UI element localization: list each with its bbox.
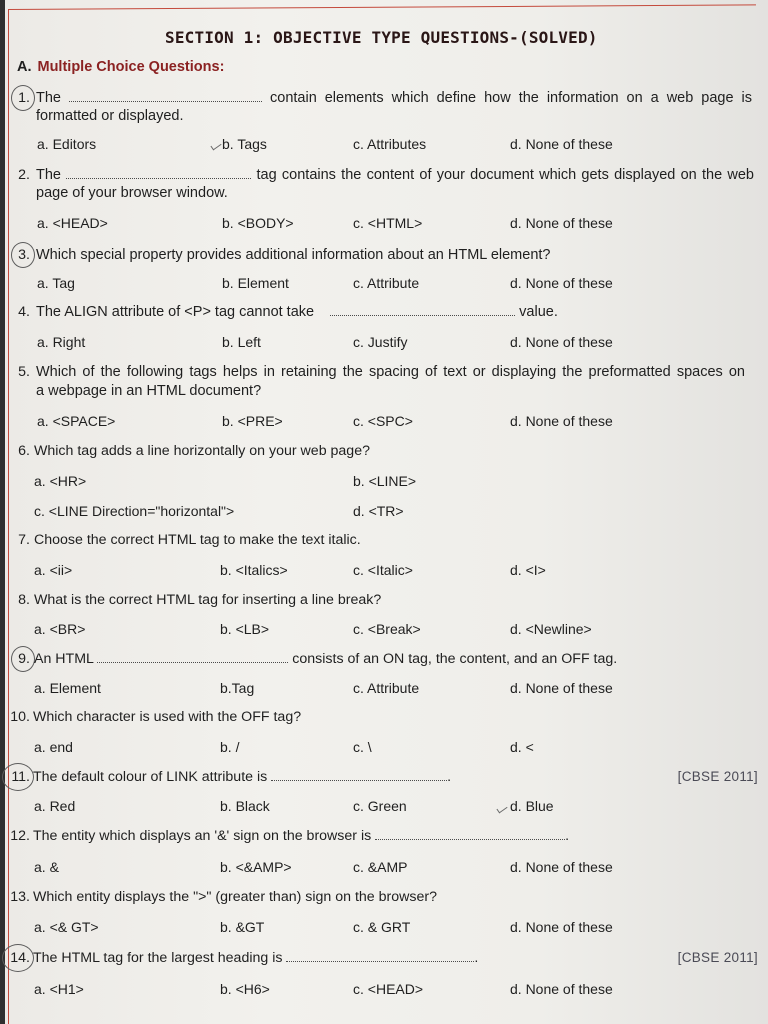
option-b: b. Left <box>222 334 261 350</box>
question-number: 1. <box>2 88 30 108</box>
option-d: d. < <box>510 739 534 755</box>
option-d: d. None of these <box>510 334 613 350</box>
option-a: a. <& GT> <box>34 919 99 935</box>
page-binding-edge <box>0 0 5 1024</box>
subsection-title: Multiple Choice Questions: <box>37 59 225 75</box>
option-d: d. None of these <box>510 919 613 935</box>
option-b: b. <LINE> <box>353 473 417 489</box>
question-text-before: The default colour of LINK attribute is <box>33 769 268 785</box>
option-a: a. <BR> <box>34 621 86 637</box>
question-text-continued: a webpage in an HTML document? <box>36 383 262 399</box>
page-border-top <box>8 4 756 10</box>
question-text <box>36 88 752 108</box>
option-d: d. None of these <box>510 136 613 152</box>
question-text: What is the correct HTML tag for inserting a line break? <box>34 592 382 608</box>
question-text-continued: page of your browser window. <box>36 185 228 201</box>
option-c: c. Green <box>353 798 407 814</box>
question-text-before: The entity which displays an '&' sign on the browser is <box>33 828 372 844</box>
option-b: b. <LB> <box>220 621 270 637</box>
option-b: b. <Italics> <box>220 562 288 578</box>
option-c: c. <SPC> <box>353 413 413 429</box>
question-number: 7. <box>18 532 30 548</box>
option-d: d. None of these <box>510 680 613 696</box>
answer-blank <box>69 89 262 102</box>
question-text: Which character is used with the OFF tag? <box>33 709 302 725</box>
question-text: Which special property provides additional information about an HTML element? <box>36 247 551 263</box>
option-c: c. <LINE Direction="horizontal"> <box>34 503 235 519</box>
answer-blank <box>66 166 251 179</box>
option-d: d. None of these <box>510 859 613 875</box>
option-c: c. \ <box>353 739 372 755</box>
subsection-letter: A. <box>17 59 32 75</box>
question-text <box>34 649 617 669</box>
option-d: d. None of these <box>510 981 613 997</box>
pencil-tick-mark <box>496 804 507 814</box>
source-tag: [CBSE 2011] <box>677 950 758 965</box>
option-b: b. Tags <box>222 136 267 152</box>
option-b: b. <H6> <box>220 981 270 997</box>
question-text: Which entity displays the ">" (greater than) sign on the browser? <box>33 889 437 905</box>
option-d: d. None of these <box>510 275 613 291</box>
option-b: b. / <box>220 739 240 755</box>
question-text <box>33 948 478 968</box>
question-number: 8. <box>18 592 30 608</box>
question-text <box>36 165 754 185</box>
question-text <box>36 302 558 322</box>
answer-blank <box>97 650 288 663</box>
answer-blank <box>375 827 565 840</box>
option-c: c. Attribute <box>353 680 420 696</box>
question-text-before: The ALIGN attribute of <P> tag cannot take <box>36 304 315 320</box>
question-text-after: . <box>447 769 452 785</box>
option-b: b. Element <box>222 275 289 291</box>
section-title: SECTION 1: OBJECTIVE TYPE QUESTIONS-(SOLVED) <box>165 28 598 47</box>
option-a: a. Tag <box>37 275 75 291</box>
option-a: a. end <box>34 739 73 755</box>
question-text: Which tag adds a line horizontally on your web page? <box>34 443 370 459</box>
option-b: b. &GT <box>220 919 265 935</box>
option-c: c. <Italic> <box>353 562 413 578</box>
question-text-after: . <box>565 828 570 844</box>
question-text-after: value. <box>519 304 558 320</box>
subsection-heading <box>17 56 224 78</box>
option-c: c. Attributes <box>353 136 427 152</box>
option-a: a. Right <box>37 334 86 350</box>
question-number: 4. <box>18 304 30 320</box>
question-number: 14. <box>2 948 30 968</box>
option-b: b.Tag <box>220 680 255 696</box>
answer-blank <box>330 303 515 316</box>
question-text-after: contain elements which define how the information on a web page is <box>270 90 753 106</box>
question-number: 12. <box>10 828 30 844</box>
option-d: d. <Newline> <box>510 621 592 637</box>
page-border-left <box>8 9 9 1024</box>
answer-blank <box>271 768 447 781</box>
question-number: 3. <box>2 245 30 265</box>
option-a: a. <ii> <box>34 562 73 578</box>
question-text-after: . <box>474 950 479 966</box>
question-text-after: consists of an ON tag, the content, and an OFF tag. <box>292 651 618 667</box>
option-c: c. Justify <box>353 334 408 350</box>
question-number: 6. <box>18 443 30 459</box>
question-text <box>33 826 569 846</box>
option-c: c. <HTML> <box>353 215 423 231</box>
option-d: d. None of these <box>510 215 613 231</box>
question-number: 5. <box>18 364 30 380</box>
option-a: a. & <box>34 859 59 875</box>
pencil-tick-mark <box>210 141 221 151</box>
option-c: c. &AMP <box>353 859 408 875</box>
option-b: b. <&AMP> <box>220 859 292 875</box>
question-number: 2. <box>18 167 30 183</box>
question-text-before: The <box>36 90 61 106</box>
option-d: d. None of these <box>510 413 613 429</box>
option-c: c. & GRT <box>353 919 411 935</box>
option-a: a. <HEAD> <box>37 215 108 231</box>
question-text: Choose the correct HTML tag to make the text italic. <box>34 532 361 548</box>
question-text-after: tag contains the content of your document which gets displayed on the web <box>256 167 754 183</box>
option-a: a. <H1> <box>34 981 84 997</box>
question-number: 11. <box>2 767 30 787</box>
option-a: a. Red <box>34 798 76 814</box>
option-b: b. <PRE> <box>222 413 283 429</box>
question-number: 9. <box>2 649 30 669</box>
answer-blank <box>286 949 474 962</box>
option-c: c. <Break> <box>353 621 421 637</box>
option-d: d. Blue <box>510 798 554 814</box>
option-a: a. Element <box>34 680 101 696</box>
question-text-before: An HTML <box>34 651 94 667</box>
question-number: 13. <box>10 889 30 905</box>
option-a: a. <SPACE> <box>37 413 116 429</box>
option-d: d. <TR> <box>353 503 404 519</box>
source-tag: [CBSE 2011] <box>677 769 758 784</box>
option-a: a. Editors <box>37 136 97 152</box>
option-b: b. Black <box>220 798 270 814</box>
option-a: a. <HR> <box>34 473 87 489</box>
option-c: c. Attribute <box>353 275 420 291</box>
question-text-before: The HTML tag for the largest heading is <box>33 950 283 966</box>
question-text <box>33 767 451 787</box>
option-c: c. <HEAD> <box>353 981 424 997</box>
question-text: Which of the following tags helps in retaining the spacing of text or displaying the preformatted spaces on <box>36 364 745 380</box>
option-d: d. <I> <box>510 562 546 578</box>
question-text-continued: formatted or displayed. <box>36 108 184 124</box>
option-b: b. <BODY> <box>222 215 294 231</box>
question-number: 10. <box>10 709 30 725</box>
question-text-before: The <box>36 167 61 183</box>
